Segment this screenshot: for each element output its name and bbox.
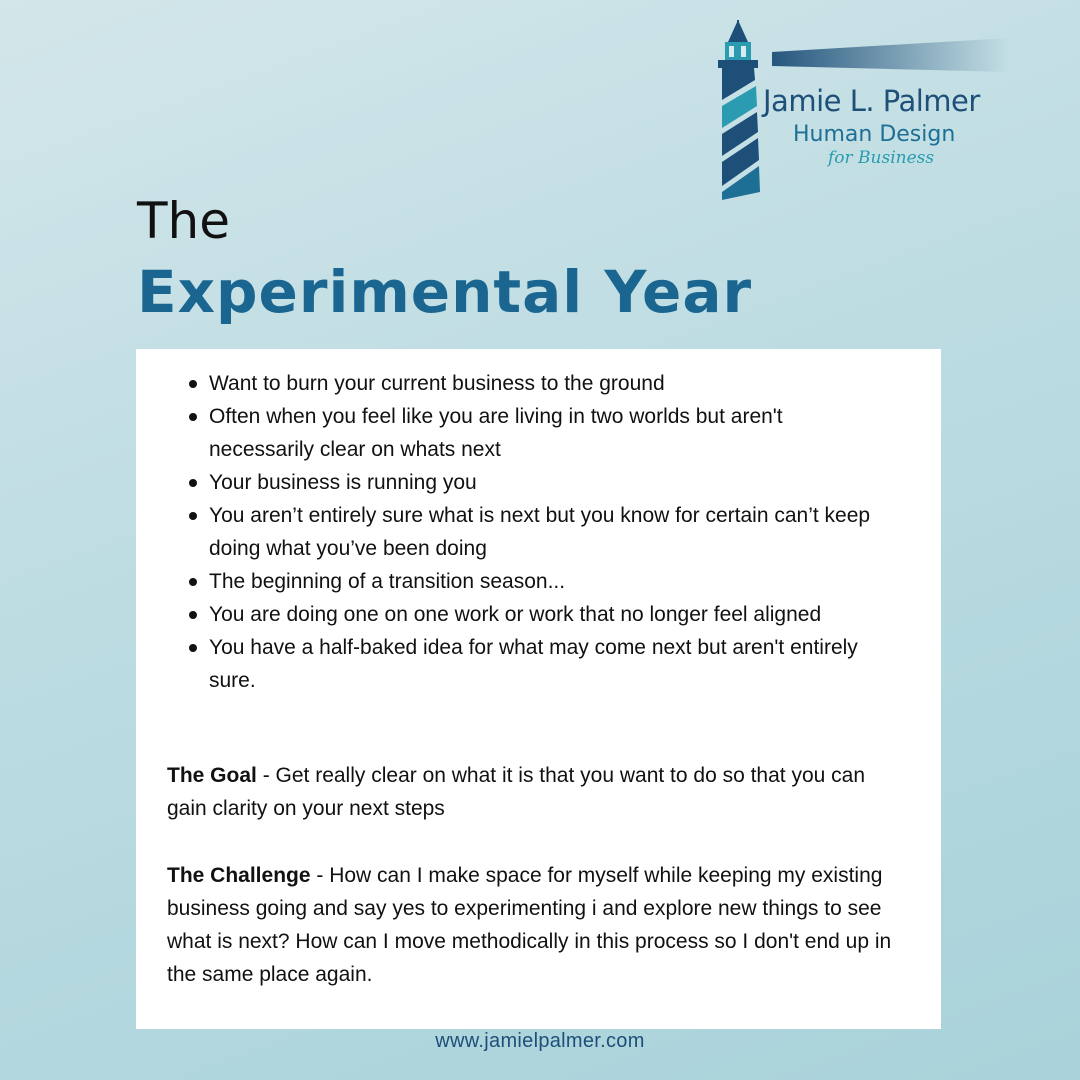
brand-script: for Business — [828, 148, 935, 168]
brand-name: Jamie L. Palmer — [763, 84, 980, 118]
list-item: The beginning of a transition season... — [186, 565, 886, 598]
list-item: You are doing one on one work or work that no longer feel aligned — [186, 598, 886, 631]
goal-text: - Get really clear on what it is that you want to do so that you can gain clarity on your next steps — [167, 764, 866, 820]
challenge-paragraph — [167, 859, 907, 991]
content-card — [136, 349, 941, 1029]
brand-logo — [700, 20, 1040, 200]
page-title: Experimental Year — [137, 258, 753, 326]
website-link[interactable]: www.jamielpalmer.com — [435, 1030, 645, 1052]
goal-label: The Goal — [167, 764, 257, 787]
goal-paragraph — [167, 759, 907, 825]
list-item: Often when you feel like you are living in two worlds but aren't necessarily clear on whats next — [186, 400, 886, 466]
list-item: Your business is running you — [186, 466, 886, 499]
brand-tagline: Human Design — [793, 122, 956, 147]
bullet-list — [186, 367, 886, 697]
title-prefix: The — [137, 192, 230, 250]
challenge-text: - How can I make space for myself while keeping my existing business going and say yes to experimenting i and explore new things to see what is next? How can I move methodically in this process so I don't end up in the same place again. — [167, 864, 892, 986]
list-item: You aren’t entirely sure what is next but you know for certain can’t keep doing what you’ve been doing — [186, 499, 886, 565]
challenge-label: The Challenge — [167, 864, 311, 887]
list-item: You have a half-baked idea for what may come next but aren't entirely sure. — [186, 631, 886, 697]
list-item: Want to burn your current business to the ground — [186, 367, 886, 400]
